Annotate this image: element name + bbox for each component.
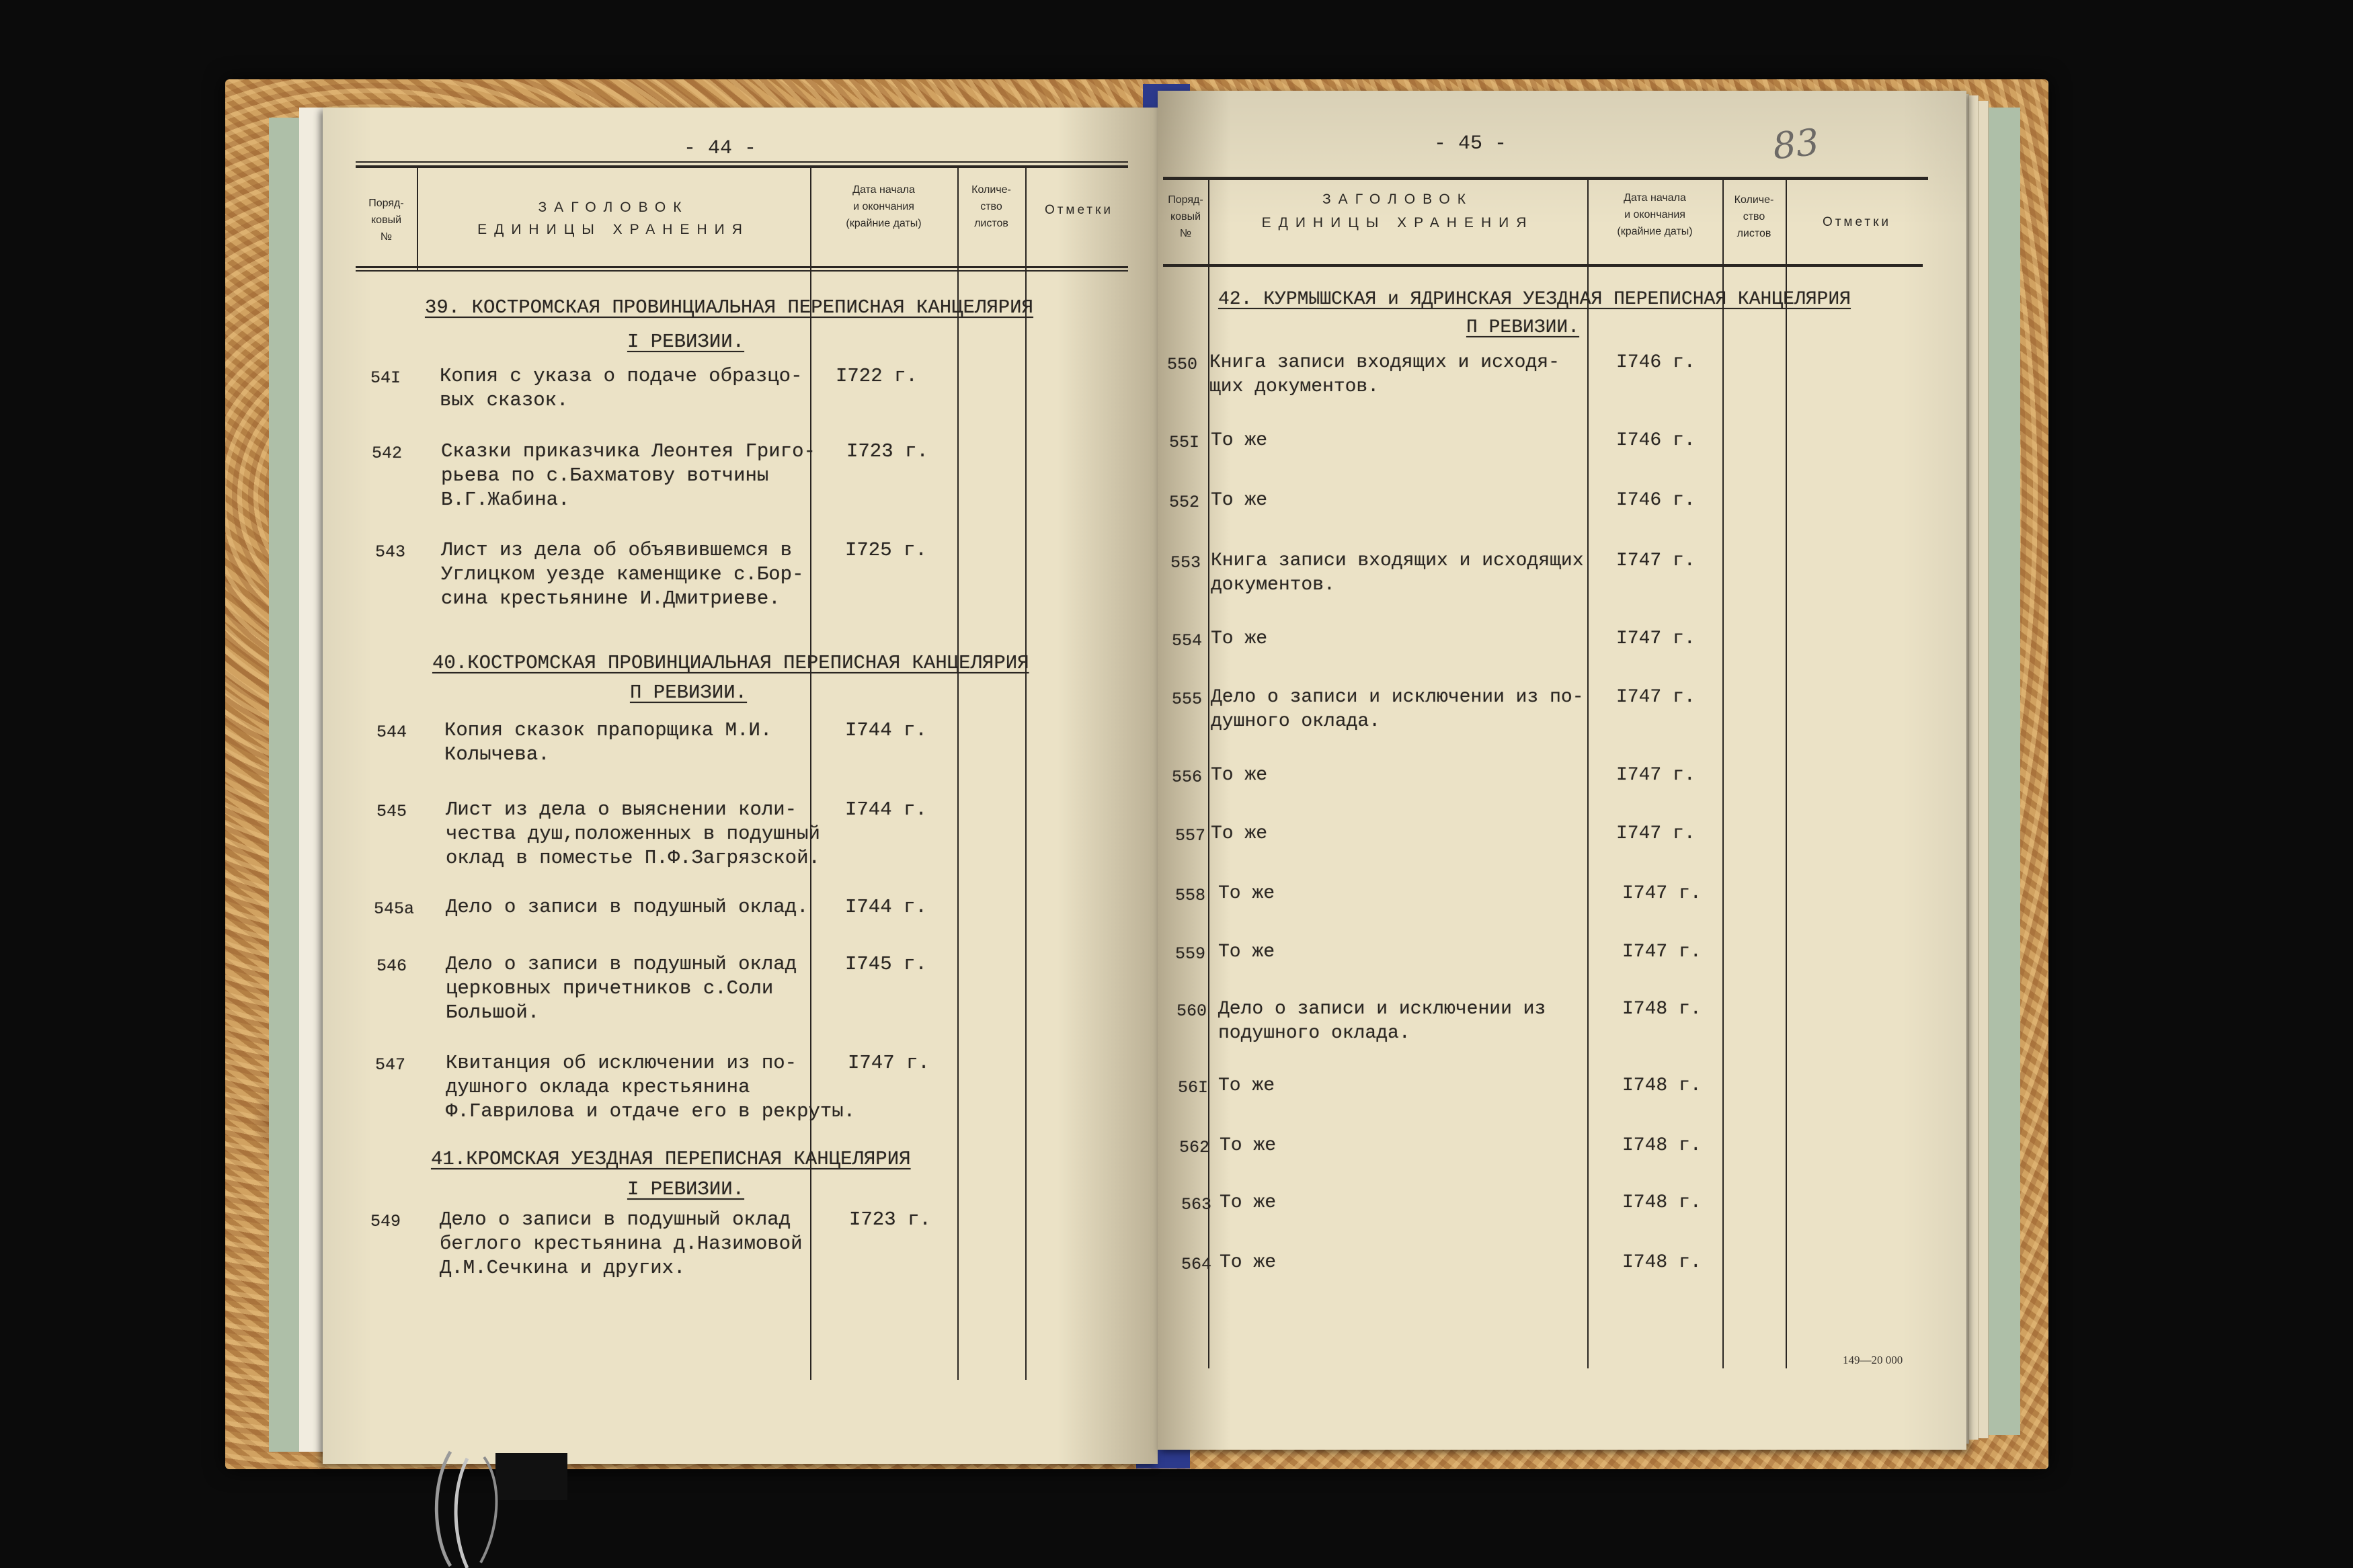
entry-number: 545: [376, 802, 407, 821]
paperclip-icon: [403, 1445, 605, 1568]
entry-title: Книга записи входящих и исходящих документов.: [1211, 550, 1584, 595]
table-top-rule: [1163, 177, 1928, 180]
entry-number: 550: [1167, 355, 1198, 374]
entry-number: 556: [1172, 768, 1203, 787]
entry-number: 56I: [1178, 1078, 1209, 1098]
entry-title: Копия сказок прапорщика М.И. Колычева.: [444, 719, 772, 766]
entry-title: То же: [1211, 490, 1268, 511]
table-top-rule: [356, 165, 1128, 168]
entry-number: 558: [1175, 886, 1206, 905]
entry-title: Копия с указа о подаче образцо- вых сказок.: [440, 365, 803, 411]
entry-dates: I746 г.: [1616, 352, 1696, 373]
entry-title: То же: [1211, 765, 1268, 786]
header-dates: Дата начала и окончания (крайние даты): [1617, 192, 1693, 237]
bookmark-ribbon: [495, 1453, 567, 1500]
section-subtitle: I РЕВИЗИИ.: [627, 331, 745, 353]
entry-number: 562: [1179, 1138, 1210, 1157]
header-dates: Дата начала и окончания (крайние даты): [846, 184, 922, 229]
entry-dates: I747 г.: [1616, 550, 1696, 571]
entry-title: Книга записи входящих и исходя- щих документов.: [1209, 352, 1560, 397]
entry-title: То же: [1211, 823, 1268, 844]
entry-dates: I745 г.: [845, 953, 927, 975]
entry-number: 553: [1170, 553, 1201, 573]
entry-dates: I744 г.: [845, 719, 927, 741]
right-page: [1158, 91, 1966, 1450]
header-bottom-rule: [356, 266, 1128, 268]
entry-number: 542: [372, 444, 403, 463]
section-subtitle: П РЕВИЗИИ.: [630, 682, 748, 704]
column-divider: [957, 167, 959, 1380]
entry-dates: I744 г.: [845, 896, 927, 918]
header-sheets: Количе- ство листов: [1734, 194, 1774, 239]
entry-number: 557: [1175, 826, 1206, 845]
entry-number: 563: [1181, 1195, 1212, 1214]
section-title: 42. КУРМЫШСКАЯ и ЯДРИНСКАЯ УЕЗДНАЯ ПЕРЕПИСНАЯ КАНЦЕЛЯРИЯ: [1218, 289, 1851, 310]
header-sheets: Количе- ство листов: [971, 184, 1011, 229]
entry-number: 552: [1169, 493, 1200, 512]
page-number: - 45 -: [1433, 132, 1507, 155]
entry-dates: I747 г.: [1616, 765, 1696, 786]
entry-dates: I748 г.: [1622, 1135, 1702, 1156]
entry-dates: I747 г.: [1622, 883, 1702, 904]
entry-title: Лист из дела об объявившемся в Углицком уезде каменщике с.Бор- сина крестьянине И.Дмитриеве.: [441, 539, 804, 610]
section-subtitle: П РЕВИЗИИ.: [1466, 317, 1580, 338]
column-divider: [1786, 178, 1787, 1368]
section-subtitle: I РЕВИЗИИ.: [627, 1178, 745, 1200]
entry-number: 559: [1175, 944, 1206, 964]
entry-number: 543: [375, 542, 406, 562]
print-run-mark: 149—20 000: [1843, 1354, 1903, 1366]
entry-dates: I747 г.: [1622, 942, 1702, 962]
entry-dates: I748 г.: [1622, 999, 1702, 1020]
entry-title: Дело о записи в подушный оклад церковных причетников с.Соли Большой.: [446, 953, 797, 1024]
entry-title: То же: [1211, 628, 1268, 649]
column-divider: [417, 167, 418, 270]
entry-title: Дело о записи и исключении из подушного оклада.: [1218, 999, 1546, 1044]
paperclip-wire: [456, 1458, 467, 1568]
entry-dates: I725 г.: [845, 539, 927, 561]
entry-dates: I722 г.: [836, 365, 918, 387]
entry-number: 555: [1172, 690, 1203, 709]
entry-dates: I747 г.: [1616, 628, 1696, 649]
entry-number: 55I: [1169, 433, 1200, 452]
entry-number: 545а: [374, 899, 415, 919]
entry-title: Дело о записи и исключении из по- душного оклада.: [1211, 687, 1584, 732]
entry-dates: I723 г.: [849, 1208, 931, 1231]
header-title-line1: ЗАГОЛОВОК: [538, 200, 689, 215]
entry-number: 549: [370, 1212, 401, 1231]
entry-dates: I746 г.: [1616, 430, 1696, 451]
entry-dates: I747 г.: [1616, 823, 1696, 844]
header-bottom-rule: [1163, 264, 1923, 267]
header-notes: Отметки: [1822, 215, 1892, 229]
entry-title: То же: [1211, 430, 1268, 451]
left-page: [323, 108, 1158, 1464]
header-notes: Отметки: [1044, 203, 1114, 217]
entry-title: То же: [1218, 1075, 1275, 1096]
entry-title: Сказки приказчика Леонтея Григо- рьева по с.Бахматову вотчины В.Г.Жабина.: [441, 440, 815, 511]
entry-title: Дело о записи в подушный оклад беглого крестьянина д.Назимовой Д.М.Сечкина и других.: [440, 1208, 803, 1279]
header-title-line2: ЕДИНИЦЫ ХРАНЕНИЯ: [477, 222, 750, 237]
entry-dates: I748 г.: [1622, 1252, 1702, 1273]
entry-dates: I747 г.: [848, 1052, 930, 1074]
table-top-rule: [356, 161, 1128, 163]
section-title: 40.КОСТРОМСКАЯ ПРОВИНЦИАЛЬНАЯ ПЕРЕПИСНАЯ КАНЦЕЛЯРИЯ: [432, 652, 1029, 674]
entry-dates: I744 г.: [845, 798, 927, 821]
header-title-line2: ЕДИНИЦЫ ХРАНЕНИЯ: [1261, 215, 1534, 231]
entry-dates: I746 г.: [1616, 490, 1696, 511]
entry-title: То же: [1220, 1135, 1277, 1156]
header-bottom-rule: [356, 270, 1128, 272]
entry-title: То же: [1218, 942, 1275, 962]
entry-number: 560: [1176, 1001, 1207, 1021]
entry-number: 54I: [370, 368, 401, 388]
column-divider: [1025, 167, 1027, 1380]
entry-title: Дело о записи в подушный оклад.: [446, 896, 809, 918]
section-title: 41.КРОМСКАЯ УЕЗДНАЯ ПЕРЕПИСНАЯ КАНЦЕЛЯРИЯ: [431, 1148, 911, 1170]
header-number: Поряд- ковый №: [368, 198, 404, 243]
header-number: Поряд- ковый №: [1168, 194, 1203, 239]
entry-title: Лист из дела о выяснении коли- чества душ,положенных в подушный оклад в поместье П.Ф.Загрязской.: [446, 798, 820, 869]
entry-dates: I748 г.: [1622, 1075, 1702, 1096]
entry-title: То же: [1220, 1192, 1277, 1213]
paperclip-wire: [481, 1457, 497, 1563]
entry-number: 547: [375, 1055, 406, 1075]
header-title-line1: ЗАГОЛОВОК: [1322, 192, 1473, 207]
entry-number: 546: [376, 956, 407, 976]
entry-dates: I747 г.: [1616, 687, 1696, 708]
page-number: - 44 -: [683, 137, 757, 160]
entry-number: 564: [1181, 1255, 1212, 1274]
entry-title: То же: [1218, 883, 1275, 904]
column-divider: [810, 167, 811, 1380]
paperclip-wire: [436, 1452, 450, 1566]
entry-number: 554: [1172, 631, 1203, 651]
side-sheet-right: [1983, 108, 2020, 1435]
column-divider: [1722, 178, 1724, 1368]
entry-title: То же: [1220, 1252, 1277, 1273]
handwritten-folio-number: 83: [1770, 120, 1821, 168]
entry-title: Квитанция об исключении из по- душного оклада крестьянина Ф.Гаврилова и отдаче его в рекруты.: [446, 1052, 856, 1122]
section-title: 39. КОСТРОМСКАЯ ПРОВИНЦИАЛЬНАЯ ПЕРЕПИСНАЯ КАНЦЕЛЯРИЯ: [425, 296, 1033, 319]
entry-dates: I748 г.: [1622, 1192, 1702, 1213]
entry-number: 544: [376, 723, 407, 742]
column-divider: [1587, 178, 1589, 1368]
entry-dates: I723 г.: [846, 440, 928, 462]
